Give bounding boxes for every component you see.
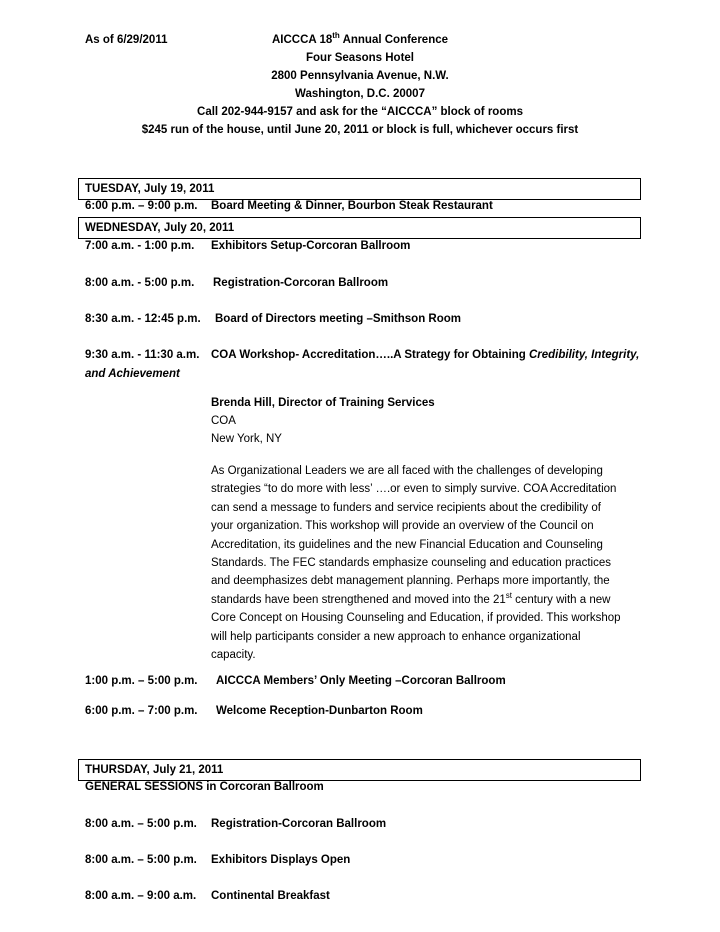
- schedule-event: Welcome Reception-Dunbarton Room: [216, 705, 423, 717]
- speaker-name: Brenda Hill, Director of Training Services: [211, 397, 435, 409]
- workshop-description: [211, 462, 641, 664]
- schedule-event: Registration-Corcoran Ballroom: [211, 818, 387, 830]
- schedule-time: 8:00 a.m. – 5:00 p.m.: [85, 854, 197, 866]
- workshop-title-continued: and Achievement: [85, 368, 180, 380]
- description-line: and deemphasizes debt management planning. Perhaps more importantly, the: [211, 575, 610, 588]
- schedule-time: 7:00 a.m. - 1:00 p.m.: [85, 240, 195, 252]
- schedule-time: 8:00 a.m. – 9:00 a.m.: [85, 890, 197, 902]
- schedule-event: Exhibitors Setup-Corcoran Ballroom: [211, 240, 411, 252]
- schedule-event: Continental Breakfast: [211, 890, 330, 902]
- schedule-time: 6:00 p.m. – 7:00 p.m.: [85, 705, 198, 717]
- as-of-date: As of 6/29/2011: [85, 34, 168, 46]
- speaker-location: New York, NY: [211, 433, 282, 445]
- schedule-time: 6:00 p.m. – 9:00 p.m.: [85, 200, 198, 212]
- description-line: standards have been strengthened and moved into the 21st century with a new: [211, 591, 611, 606]
- schedule-event: Board Meeting & Dinner, Bourbon Steak Restaurant: [211, 200, 493, 212]
- schedule-time: 1:00 p.m. – 5:00 p.m.: [85, 675, 198, 687]
- description-line: will help participants consider a new approach to enhance organizational: [211, 630, 581, 643]
- description-line: capacity.: [211, 649, 256, 662]
- description-line: Core Concept on Housing Counseling and Education, if provided. This workshop: [211, 612, 621, 625]
- description-line: Standards. The FEC standards emphasize counseling and education practices: [211, 557, 611, 570]
- schedule-event: AICCCA Members’ Only Meeting –Corcoran Ballroom: [216, 675, 506, 687]
- description-line: your organization. This workshop will provide an overview of the Council on: [211, 520, 594, 533]
- speaker-org: COA: [211, 415, 236, 427]
- description-line: can send a message to funders and service recipients about the credibility of: [211, 501, 601, 514]
- day-heading-tuesday: TUESDAY, July 19, 2011: [78, 178, 641, 200]
- room-rate: $245 run of the house, until June 20, 2011 or block is full, whichever occurs first: [141, 124, 579, 136]
- booking-call: Call 202-944-9157 and ask for the “AICCCA” block of rooms: [197, 106, 523, 118]
- schedule-event: Registration-Corcoran Ballroom: [213, 277, 389, 289]
- hotel-name: Four Seasons Hotel: [306, 52, 414, 64]
- description-line: Accreditation, its guidelines and the new Financial Education and Counseling: [211, 538, 603, 551]
- schedule-time: 8:00 a.m. - 5:00 p.m.: [85, 277, 195, 289]
- hotel-address: 2800 Pennsylvania Avenue, N.W.: [271, 70, 449, 82]
- description-line: strategies “to do more with less’ ….or even to simply survive. COA Accreditation: [211, 483, 617, 496]
- conference-title: AICCCA 18th Annual Conference: [271, 31, 449, 46]
- hotel-city: Washington, D.C. 20007: [295, 88, 425, 100]
- general-sessions: GENERAL SESSIONS in Corcoran Ballroom: [85, 781, 324, 793]
- schedule-time: 8:30 a.m. - 12:45 p.m.: [85, 313, 201, 325]
- schedule-time: 9:30 a.m. - 11:30 a.m.: [85, 349, 200, 361]
- day-heading-wednesday: WEDNESDAY, July 20, 2011: [78, 217, 641, 239]
- description-line: As Organizational Leaders we are all faced with the challenges of developing: [211, 465, 603, 477]
- schedule-time: 8:00 a.m. – 5:00 p.m.: [85, 818, 197, 830]
- schedule-event: Exhibitors Displays Open: [211, 854, 351, 866]
- schedule-event: Board of Directors meeting –Smithson Room: [215, 313, 462, 325]
- workshop-title: COA Workshop- Accreditation…..A Strategy for Obtaining Credibility, Integrity,: [211, 349, 640, 361]
- day-heading-thursday: THURSDAY, July 21, 2011: [78, 759, 641, 781]
